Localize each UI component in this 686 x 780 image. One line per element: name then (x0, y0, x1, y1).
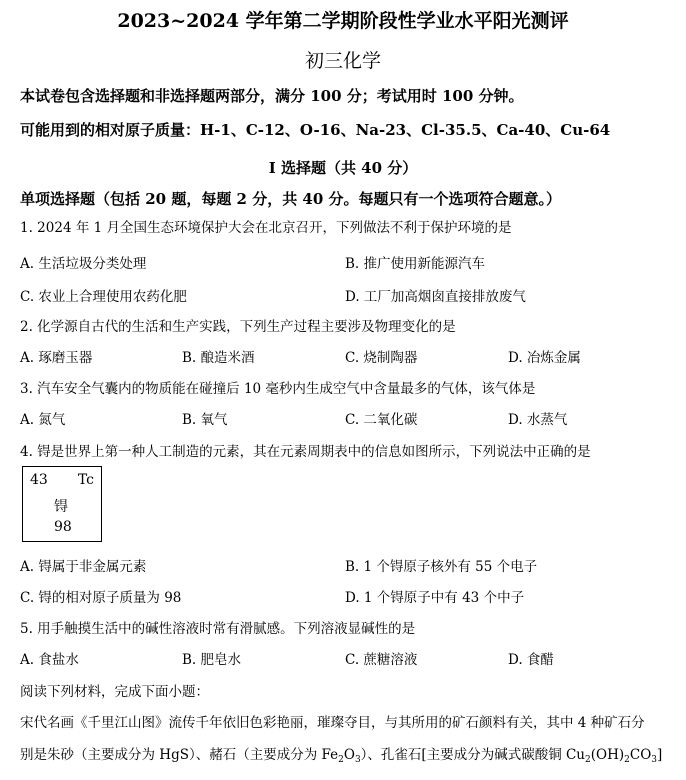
section-instructions: 单项选择题（包括 20 题，每题 2 分，共 40 分。每题只有一个选项符合题意。） (20, 190, 562, 208)
question-4-stem: 4. 锝是世界上第一种人工制造的元素，其在元素周期表中的信息如图所示，下列说法中正确的是 (20, 444, 591, 460)
question-5-option-d[interactable]: D. 食醋 (508, 652, 554, 668)
reading-paragraph-2-end: ] (657, 747, 663, 763)
element-atomic-number: 43 (30, 472, 48, 488)
question-5-option-a[interactable]: A. 食盐水 (20, 652, 79, 668)
co-subscript: 3 (651, 755, 657, 765)
atomic-masses (20, 119, 674, 140)
question-2-option-c[interactable]: C. 烧制陶器 (345, 350, 418, 366)
question-4-option-a[interactable]: A. 锝属于非金属元素 (20, 559, 147, 575)
element-symbol: Tc (77, 472, 94, 488)
reading-intro: 阅读下列材料，完成下面小题： (20, 684, 209, 700)
question-5-option-c[interactable]: C. 蔗糖溶液 (345, 652, 418, 668)
exam-note: 本试卷包含选择题和非选择题两部分，满分 100 分；考试用时 100 分钟。 (20, 87, 524, 105)
question-3-option-c[interactable]: C. 二氧化碳 (345, 412, 418, 428)
reading-paragraph-2-start: 别是朱砂（主要成分为 HgS）、赭石（主要成分为 Fe (20, 747, 339, 763)
element-mass: 98 (54, 519, 72, 535)
question-4-option-d[interactable]: D. 1 个锝原子中有 43 个中子 (345, 590, 525, 606)
element-name: 锝 (54, 499, 68, 515)
question-1-stem: 1. 2024 年 1 月全国生态环境保护大会在北京召开，下列做法不利于保护环境的是 (20, 220, 512, 236)
reading-paragraph-2 (20, 743, 674, 765)
carbonate-group: CO (629, 747, 652, 763)
cu-subscript: 2 (585, 755, 591, 765)
question-2-option-a[interactable]: A. 琢磨玉器 (20, 350, 93, 366)
question-3-option-d[interactable]: D. 水蒸气 (508, 412, 568, 428)
question-1-option-c[interactable]: C. 农业上合理使用农药化肥 (20, 289, 187, 305)
oh-subscript: 2 (624, 755, 630, 765)
technetium-element-card (22, 466, 102, 542)
reading-paragraph-1: 宋代名画《千里江山图》流传千年依旧色彩艳丽，璀璨夺目，与其所用的矿石颜料有关，其中 4 种矿石分 (20, 715, 645, 731)
exam-title: 2023~2024 学年第二学期阶段性学业水平阳光测评 (117, 10, 569, 32)
question-2-stem: 2. 化学源自古代的生活和生产实践，下列生产过程主要涉及物理变化的是 (20, 319, 456, 335)
question-3-option-a[interactable]: A. 氮气 (20, 412, 66, 428)
question-3-option-b[interactable]: B. 氧气 (182, 412, 228, 428)
atomic-masses-text: 可能用到的相对原子质量：H-1、C-12、O-16、Na-23、Cl-35.5、Ca-40、Cu-64 (20, 121, 611, 139)
question-2-option-d[interactable]: D. 冶炼金属 (508, 350, 581, 366)
question-3-stem: 3. 汽车安全气囊内的物质能在碰撞后 10 毫秒内生成空气中含量最多的气体，该气体是 (20, 381, 536, 397)
question-4-option-c[interactable]: C. 锝的相对原子质量为 98 (20, 590, 182, 606)
hydroxide-group: (OH) (590, 747, 625, 763)
question-4-option-b[interactable]: B. 1 个锝原子核外有 55 个电子 (345, 559, 538, 575)
question-1-option-b[interactable]: B. 推广使用新能源汽车 (345, 256, 486, 272)
fe-subscript: 2 (338, 755, 344, 765)
question-5-stem: 5. 用手触摸生活中的碱性溶液时常有滑腻感。下列溶液显碱性的是 (20, 621, 416, 637)
o-subscript: 3 (354, 755, 361, 765)
question-5-option-b[interactable]: B. 肥皂水 (182, 652, 242, 668)
reading-paragraph-2-mid: ）、孔雀石[主要成分为碱式碳酸铜 Cu (360, 747, 586, 763)
question-1-option-d[interactable]: D. 工厂加高烟囱直接排放废气 (345, 289, 526, 305)
section-title: Ⅰ 选择题（共 40 分） (268, 159, 418, 177)
question-2-option-b[interactable]: B. 酿造米酒 (182, 350, 255, 366)
question-1-option-a[interactable]: A. 生活垃圾分类处理 (20, 256, 147, 272)
exam-subtitle: 初三化学 (304, 50, 381, 72)
oxygen-symbol: O (343, 747, 355, 763)
